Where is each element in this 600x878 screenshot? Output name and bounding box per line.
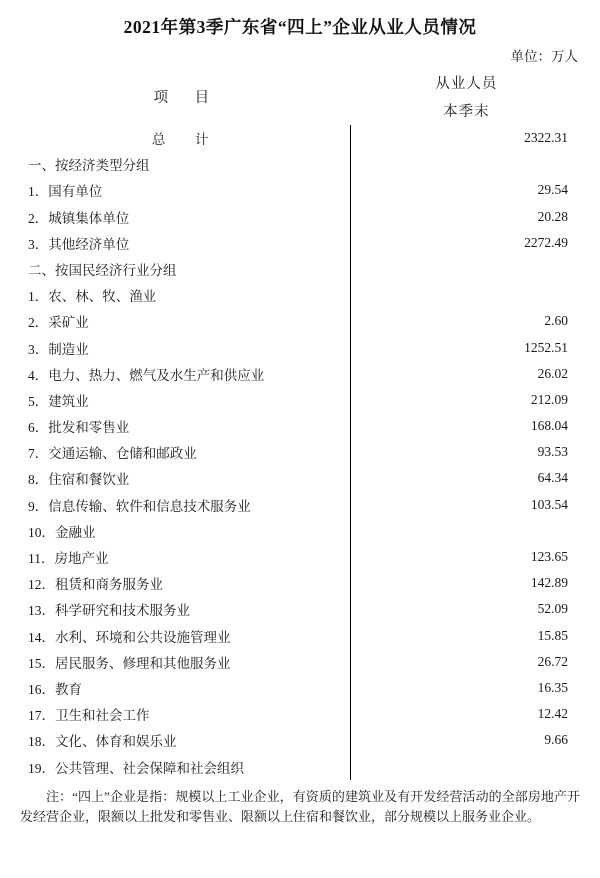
table-row bbox=[18, 177, 582, 203]
table-row bbox=[18, 413, 582, 439]
table-row bbox=[18, 675, 582, 701]
row-label: 13．科学研究和技术服务业 bbox=[18, 596, 351, 622]
row-label: 15．居民服务、修理和其他服务业 bbox=[18, 649, 351, 675]
row-label: 8．住宿和餐饮业 bbox=[18, 465, 351, 491]
table-row bbox=[18, 701, 582, 727]
row-label: 1．农、林、牧、渔业 bbox=[18, 282, 351, 308]
row-label: 二、按国民经济行业分组 bbox=[18, 256, 351, 282]
table-row bbox=[18, 753, 582, 779]
row-label: 10．金融业 bbox=[18, 518, 351, 544]
row-value: 123.65 bbox=[530, 549, 568, 565]
header-group-column: 从业人员 bbox=[435, 76, 498, 93]
table-row bbox=[18, 151, 582, 177]
row-label: 16．教育 bbox=[18, 675, 351, 701]
row-value: 29.54 bbox=[537, 182, 568, 198]
row-value: 1252.51 bbox=[524, 339, 568, 355]
row-value: 15.85 bbox=[537, 627, 568, 643]
table-row bbox=[18, 387, 582, 413]
table-row bbox=[18, 727, 582, 753]
row-value bbox=[351, 151, 582, 177]
row-value: 12.42 bbox=[537, 706, 568, 722]
table-body bbox=[18, 69, 582, 780]
row-value: 212.09 bbox=[530, 391, 568, 407]
table-row bbox=[18, 125, 582, 151]
row-value: 26.72 bbox=[537, 653, 568, 669]
table-row bbox=[18, 256, 582, 282]
row-label: 3．制造业 bbox=[18, 334, 351, 360]
table-note bbox=[18, 787, 582, 827]
row-label: 7．交通运输、仓储和邮政业 bbox=[18, 439, 351, 465]
row-label: 19．公共管理、社会保障和社会组织 bbox=[18, 753, 351, 779]
row-label: 11．房地产业 bbox=[18, 544, 351, 570]
row-label: 2．采矿业 bbox=[18, 308, 351, 334]
table-row bbox=[18, 465, 582, 491]
header-sub-column: 本季末 bbox=[443, 104, 490, 121]
row-value: 168.04 bbox=[530, 418, 568, 434]
row-value: 26.02 bbox=[537, 365, 568, 381]
row-value: 103.54 bbox=[530, 496, 568, 512]
row-label: 18．文化、体育和娱乐业 bbox=[18, 727, 351, 753]
table-row bbox=[18, 282, 582, 308]
row-label: 1．国有单位 bbox=[18, 177, 351, 203]
table-header-row bbox=[18, 69, 582, 97]
table-row bbox=[18, 492, 582, 518]
row-value bbox=[351, 282, 582, 308]
row-label: 6．批发和零售业 bbox=[18, 413, 351, 439]
row-label: 总 计 bbox=[18, 125, 351, 151]
row-label: 14．水利、环境和公共设施管理业 bbox=[18, 623, 351, 649]
table-row bbox=[18, 361, 582, 387]
row-value bbox=[351, 518, 582, 544]
row-value: 20.28 bbox=[537, 208, 568, 224]
statistics-table bbox=[18, 69, 582, 780]
row-value bbox=[351, 753, 582, 779]
row-value bbox=[351, 256, 582, 282]
table-row bbox=[18, 230, 582, 256]
row-value: 2.60 bbox=[544, 313, 568, 329]
row-value: 52.09 bbox=[537, 601, 568, 617]
row-label: 9．信息传输、软件和信息技术服务业 bbox=[18, 492, 351, 518]
table-row bbox=[18, 596, 582, 622]
row-label: 5．建筑业 bbox=[18, 387, 351, 413]
row-value: 2322.31 bbox=[524, 130, 568, 146]
table-row bbox=[18, 518, 582, 544]
table-note-text: 注：“四上”企业是指：规模以上工业企业，有资质的建筑业及有开发经营活动的全部房地产开发经营企业，限额以上批发和零售业、限额以上住宿和餐饮业，部分规模以上服务业企业。 bbox=[20, 788, 580, 824]
row-value: 93.53 bbox=[537, 444, 568, 460]
table-row bbox=[18, 439, 582, 465]
row-label: 一、按经济类型分组 bbox=[18, 151, 351, 177]
header-item-column: 项 目 bbox=[153, 90, 216, 107]
row-value: 64.34 bbox=[537, 470, 568, 486]
row-label: 12．租赁和商务服务业 bbox=[18, 570, 351, 596]
page-title: 2021年第3季广东省“四上”企业从业人员情况 bbox=[123, 17, 477, 37]
row-label: 4．电力、热力、燃气及水生产和供应业 bbox=[18, 361, 351, 387]
table-row bbox=[18, 623, 582, 649]
row-value: 16.35 bbox=[537, 679, 568, 695]
row-label: 3．其他经济单位 bbox=[18, 230, 351, 256]
unit-label: 单位：万人 bbox=[510, 48, 578, 64]
row-value: 142.89 bbox=[530, 575, 568, 591]
table-row bbox=[18, 544, 582, 570]
table-row bbox=[18, 308, 582, 334]
row-value: 2272.49 bbox=[524, 234, 568, 250]
table-row bbox=[18, 649, 582, 675]
row-value: 9.66 bbox=[544, 732, 568, 748]
table-row bbox=[18, 570, 582, 596]
row-label: 2．城镇集体单位 bbox=[18, 204, 351, 230]
row-label: 17．卫生和社会工作 bbox=[18, 701, 351, 727]
table-row bbox=[18, 334, 582, 360]
table-row bbox=[18, 204, 582, 230]
